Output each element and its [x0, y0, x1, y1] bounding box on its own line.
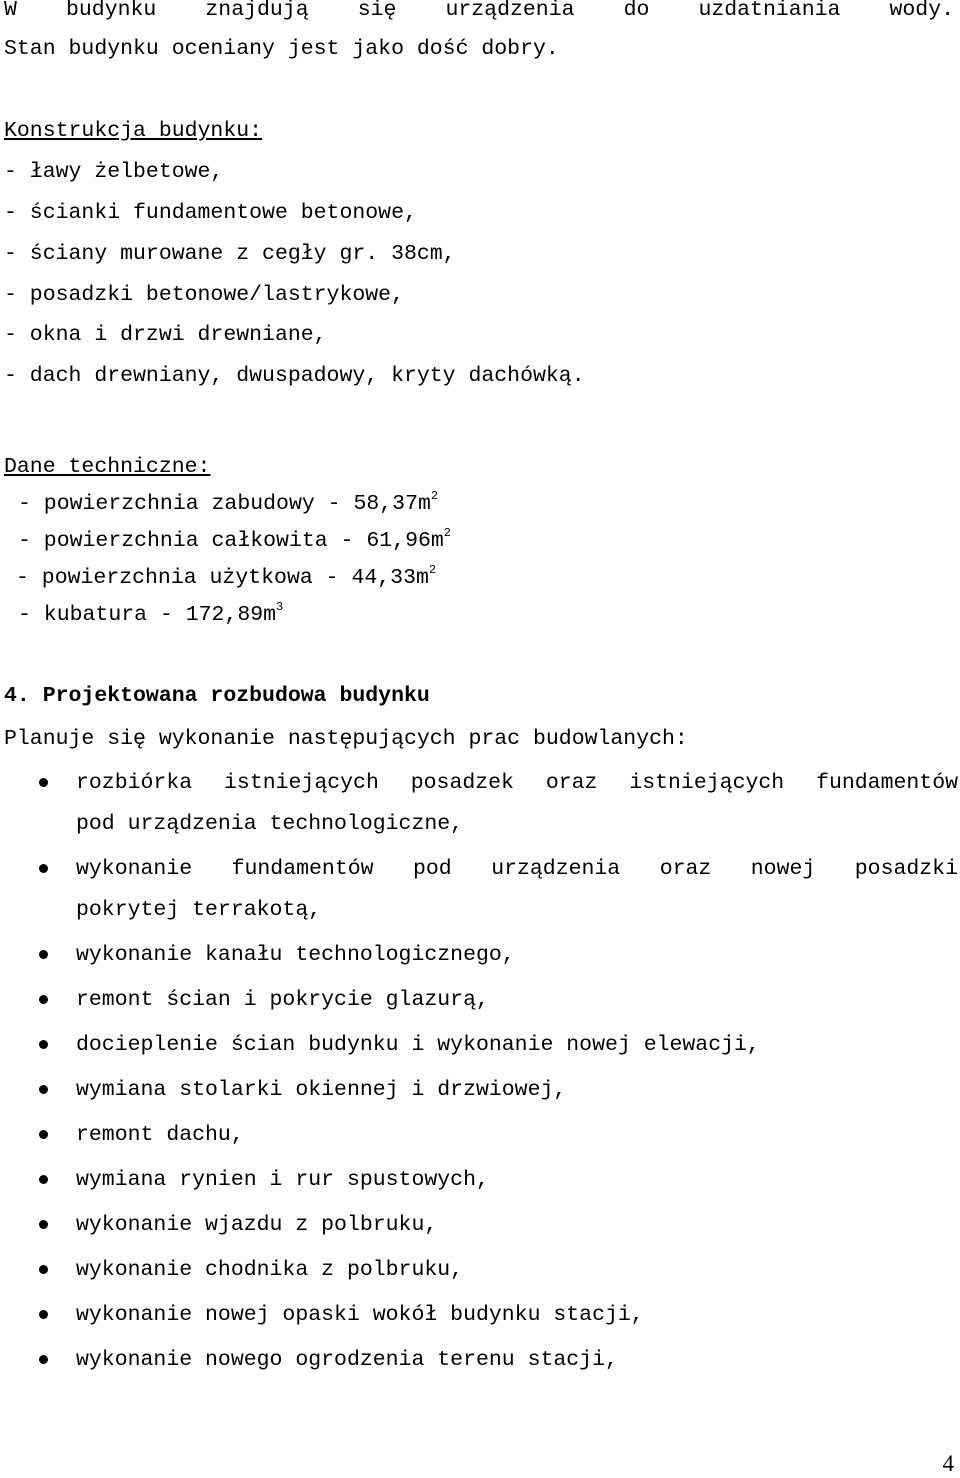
construction-item: - ściany murowane z cegły gr. 38cm,: [4, 242, 456, 266]
technical-item: [16, 563, 437, 590]
technical-item-exponent: 3: [276, 600, 284, 614]
list-item: wykonanie nowej opaski wokół budynku stacji,: [76, 1303, 644, 1327]
intro-line-1: W budynku znajdują się urządzenia do uzdatniania wody.: [4, 0, 954, 22]
list-item: remont ścian i pokrycie glazurą,: [76, 988, 489, 1012]
list-item: wykonanie kanału technologicznego,: [76, 943, 515, 967]
technical-item-text: - powierzchnia zabudowy - 58,37m: [18, 492, 431, 516]
construction-item: - ścianki fundamentowe betonowe,: [4, 201, 417, 225]
bullet-icon: [39, 1040, 48, 1049]
technical-item-exponent: 2: [428, 563, 437, 577]
list-item: docieplenie ścian budynku i wykonanie nowej elewacji,: [76, 1033, 760, 1057]
construction-item: - dach drewniany, dwuspadowy, kryty dachówką.: [4, 364, 585, 388]
list-item: wykonanie chodnika z polbruku,: [76, 1258, 464, 1282]
technical-item-exponent: 2: [443, 526, 451, 540]
bullet-icon: [39, 864, 48, 873]
list-item: wymiana rynien i rur spustowych,: [76, 1168, 489, 1192]
list-item: wykonanie nowego ogrodzenia terenu stacji,: [76, 1348, 618, 1372]
page-number: 4: [942, 1451, 954, 1476]
bullet-icon: [39, 995, 48, 1004]
bullet-icon: [39, 1085, 48, 1094]
list-item: rozbiórka istniejących posadzek oraz istniejących fundamentów: [76, 771, 958, 795]
bullet-icon: [39, 1175, 48, 1184]
list-item-continuation: pod urządzenia technologiczne,: [76, 812, 464, 836]
section-intro: Planuje się wykonanie następujących prac budowlanych:: [4, 727, 688, 751]
technical-item: [18, 600, 284, 627]
intro-line-2: Stan budynku oceniany jest jako dość dobry.: [4, 37, 559, 61]
list-item: wymiana stolarki okiennej i drzwiowej,: [76, 1078, 567, 1102]
bullet-icon: [39, 950, 48, 959]
list-item: wykonanie fundamentów pod urządzenia oraz nowej posadzki: [76, 857, 958, 881]
bullet-icon: [39, 1265, 48, 1274]
technical-item-text: - powierzchnia całkowita - 61,96m: [18, 529, 444, 553]
technical-item-text: - powierzchnia użytkowa - 44,33m: [16, 566, 429, 590]
list-item-continuation: pokrytej terrakotą,: [76, 898, 322, 922]
bullet-icon: [39, 1130, 48, 1139]
bullet-icon: [39, 1220, 48, 1229]
construction-item: - posadzki betonowe/lastrykowe,: [4, 283, 404, 307]
list-item: remont dachu,: [76, 1123, 244, 1147]
bullet-icon: [39, 1310, 48, 1319]
list-item: wykonanie wjazdu z polbruku,: [76, 1213, 438, 1237]
technical-item-exponent: 2: [430, 489, 439, 503]
section-heading: 4. Projektowana rozbudowa budynku: [4, 684, 430, 708]
construction-heading: Konstrukcja budynku:: [4, 119, 263, 143]
technical-item: [18, 526, 451, 553]
bullet-icon: [39, 1355, 48, 1364]
technical-item-text: - kubatura - 172,89m: [18, 603, 277, 627]
bullet-icon: [39, 778, 48, 787]
construction-item: - ławy żelbetowe,: [4, 160, 224, 184]
construction-item: - okna i drzwi drewniane,: [4, 323, 327, 347]
technical-item: [18, 489, 439, 516]
technical-heading: Dane techniczne:: [4, 455, 211, 479]
